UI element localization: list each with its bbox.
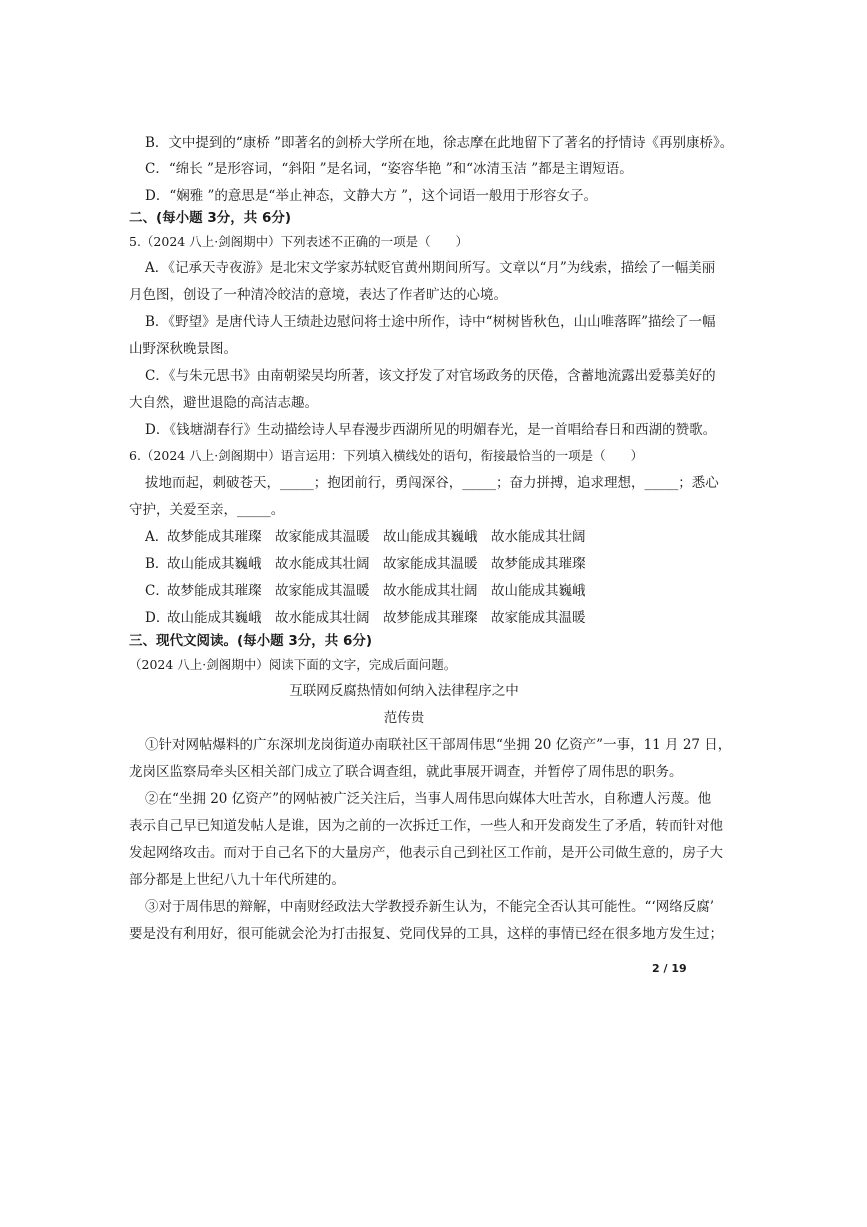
q5-option-a-line1: A．《记承天寺夜游》是北宋文学家苏轼贬官黄州期间所写。文章以“月”为线索，描绘了一幅美丽 xyxy=(145,260,716,276)
q5-option-d: D．《钱塘湖春行》生动描绘诗人早春漫步西湖所见的明媚春光，是一首唱给春日和西湖的赞歌。 xyxy=(145,422,717,438)
paragraph-2-line1: ②在“坐拥 20 亿资产”的网帖被广泛关注后，当事人周伟思向媒体大吐苦水，自称遭人污蔑。他 xyxy=(145,791,712,807)
option-choice: 故梦能成其璀璨 xyxy=(491,556,586,572)
q6-option-c xyxy=(145,582,599,600)
option-choice: 故水能成其壮阔 xyxy=(275,610,370,626)
option-choice: 故梦能成其璀璨 xyxy=(383,610,478,626)
option-choice: 故家能成其温暖 xyxy=(383,556,478,572)
q6-option-a xyxy=(145,528,599,546)
q5-option-c-line1: C．《与朱元思书》由南朝梁吴均所著，该文抒发了对官场政务的厌倦，含蓄地流露出爱慕美好的 xyxy=(145,368,716,384)
option-label: C． xyxy=(145,583,169,599)
option-choice: 故家能成其温暖 xyxy=(275,583,370,599)
article-author: 范传贵 xyxy=(383,710,425,726)
option-choice: 故梦能成其璀璨 xyxy=(167,583,262,599)
option-choice: 故水能成其壮阔 xyxy=(491,529,586,545)
option-choice: 故家能成其温暖 xyxy=(275,529,370,545)
option-label: D． xyxy=(145,610,170,626)
paragraph-1-line1: ①针对网帖爆料的广东深圳龙岗街道办南联社区干部周伟思“坐拥 20 亿资产”一事，11 月 27 日， xyxy=(145,737,732,753)
page-number: 2 / 19 xyxy=(652,962,687,975)
q6-passage-line2: 守护，关爱至亲，_____。 xyxy=(129,502,285,518)
q6-option-b xyxy=(145,555,599,573)
q4-option-b: B．文中提到的“康桥 ”即著名的剑桥大学所在地，徐志摩在此地留下了著名的抒情诗《再别康桥》。 xyxy=(145,135,734,151)
article-title: 互联网反腐热情如何纳入法律程序之中 xyxy=(289,683,519,699)
q5-stem: 5.（2024 八上·剑阁期中）下列表述不正确的一项是（ ） xyxy=(129,234,469,249)
paragraph-1-line2: 龙岗区监察局牵头区相关部门成立了联合调查组，就此事展开调查，并暂停了周伟思的职务。 xyxy=(129,764,683,780)
option-choice: 故家能成其温暖 xyxy=(491,610,586,626)
q4-option-c: C．“绵长 ”是形容词，“斜阳 ”是名词，“姿容华艳 ”和“冰清玉洁 ”都是主谓短语。 xyxy=(145,161,633,177)
paragraph-3-line2: 要是没有利用好，很可能就会沦为打击报复、党同伐异的工具，这样的事情已经在很多地方发生过； xyxy=(129,926,723,942)
reading-intro: （2024 八上·剑阁期中）阅读下面的文字，完成后面问题。 xyxy=(129,657,457,672)
q6-stem: 6.（2024 八上·剑阁期中）语言运用：下列填入横线处的语句，衔接最恰当的一项是（ ） xyxy=(129,448,644,463)
option-label: B． xyxy=(145,556,169,572)
section-2-heading: 二、(每小题 3分，共 6分) xyxy=(129,210,292,226)
section-3-heading: 三、现代文阅读。(每小题 3分，共 6分) xyxy=(129,633,373,649)
q4-option-d: D．“娴雅 ”的意思是“举止神态，文静大方 ”，这个词语一般用于形容女子。 xyxy=(145,188,598,204)
q6-option-d xyxy=(145,609,599,627)
option-choice: 故梦能成其璀璨 xyxy=(167,529,262,545)
option-label: A． xyxy=(145,529,169,545)
q5-option-b-line2: 山野深秋晚景图。 xyxy=(129,341,237,357)
option-choice: 故水能成其壮阔 xyxy=(383,583,478,599)
paragraph-3-line1: ③对于周伟思的辩解，中南财经政法大学教授乔新生认为，不能完全否认其可能性。“‘网络反腐’ xyxy=(145,899,714,915)
option-choice: 故山能成其巍峨 xyxy=(167,556,262,572)
q6-passage-line1: 拔地而起，刺破苍天，_____；抱团前行，勇闯深谷，_____；奋力拼搏，追求理想，_____；悉心 xyxy=(145,475,719,491)
paragraph-2-line2: 表示自己早已知道发帖人是谁，因为之前的一次拆迁工作，一些人和开发商发生了矛盾，转而针对他 xyxy=(129,818,723,834)
option-choice: 故山能成其巍峨 xyxy=(383,529,478,545)
option-choice: 故山能成其巍峨 xyxy=(167,610,262,626)
option-choice: 故水能成其壮阔 xyxy=(275,556,370,572)
paragraph-2-line4: 部分都是上世纪八九十年代所建的。 xyxy=(129,872,345,888)
paragraph-2-line3: 发起网络攻击。而对于自己名下的大量房产，他表示自己到社区工作前，是开公司做生意的，房子大 xyxy=(129,845,723,861)
option-choice: 故山能成其巍峨 xyxy=(491,583,586,599)
q5-option-c-line2: 大自然，避世退隐的高洁志趣。 xyxy=(129,395,318,411)
q5-option-b-line1: B．《野望》是唐代诗人王绩赴边慰问将士途中所作，诗中“树树皆秋色，山山唯落晖”描绘了一幅 xyxy=(145,314,716,330)
q5-option-a-line2: 月色图，创设了一种清冷皎洁的意境，表达了作者旷达的心境。 xyxy=(129,287,507,303)
